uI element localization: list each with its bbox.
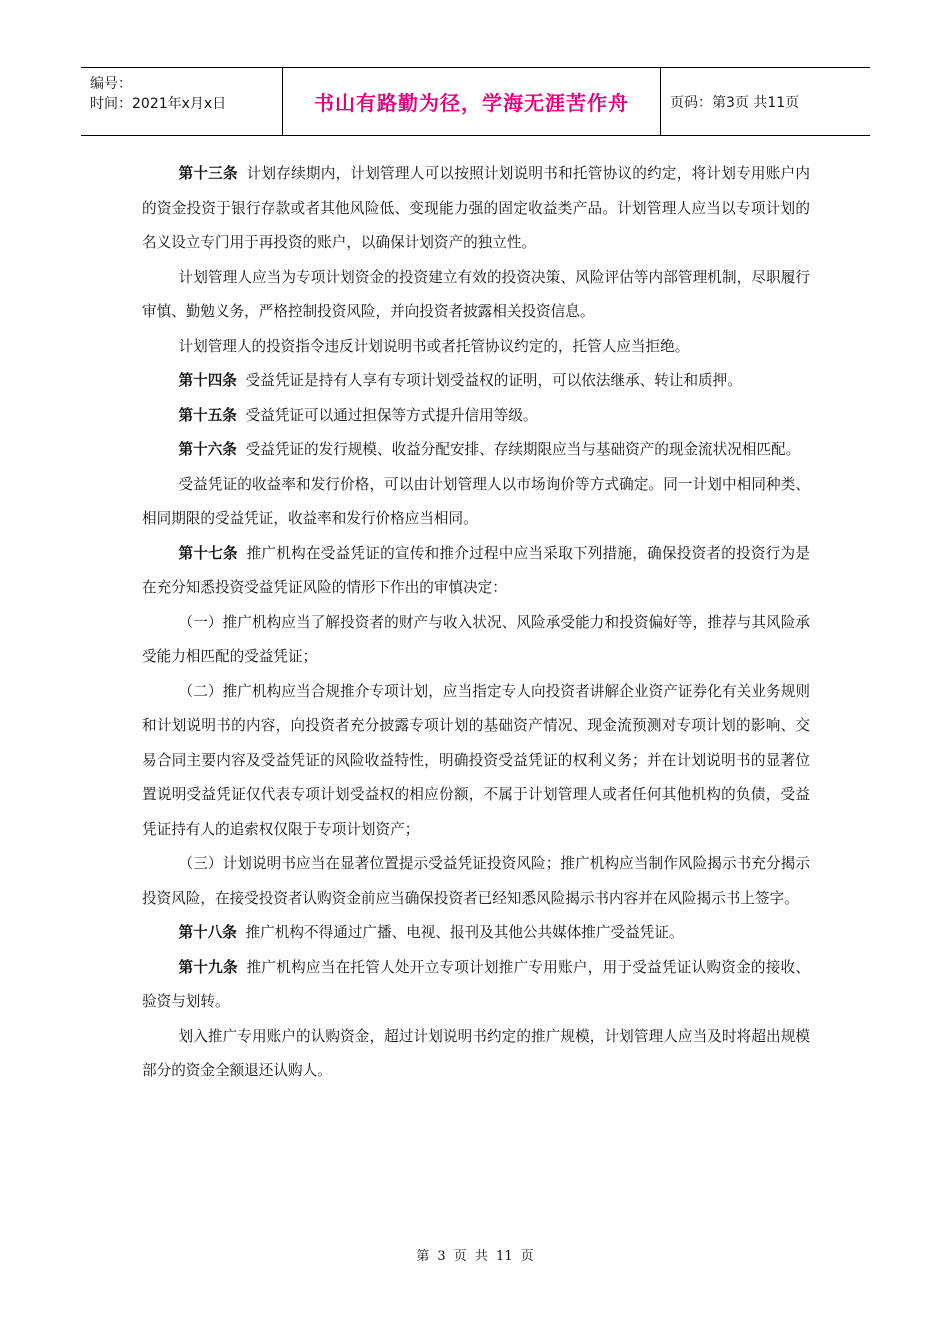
paragraph-text: 受益凭证的发行规模、收益分配安排、存续期限应当与基础资产的现金流状况相匹配。: [245, 441, 801, 458]
article-number: 第十九条: [178, 958, 238, 976]
article-number: 第十八条: [178, 924, 237, 941]
paragraph-text: （三）计划说明书应当在显著位置提示受益凭证投资风险；推广机构应当制作风险揭示书充分揭示投资风险，在接受投资者认购资金前应当确保投资者已经知悉风险揭示书内容并在风险揭示书上签字。: [142, 855, 810, 907]
document-header: [81, 67, 870, 136]
paragraph-text: 推广机构在受益凭证的宣传和推介过程中应当采取下列措施，确保投资者的投资行为是在充分知悉投资受益凭证风险的情形下作出的审慎决定：: [142, 544, 810, 596]
paragraph-text: 受益凭证的收益率和发行价格，可以由计划管理人以市场询价等方式确定。同一计划中相同种类、相同期限的受益凭证，收益率和发行价格应当相同。: [142, 475, 810, 527]
paragraph: [142, 468, 810, 537]
paragraph: [142, 364, 810, 399]
paragraph-text: 推广机构应当在托管人处开立专项计划推广专用账户，用于受益凭证认购资金的接收、验资与划转。: [142, 958, 810, 1010]
paragraph-text: 计划存续期内，计划管理人可以按照计划说明书和托管协议的约定，将计划专用账户内的资金投资于银行存款或者其他风险低、变现能力强的固定收益类产品。计划管理人应当以专项计划的名义设立专门用于再投资的账户，以确保计划资产的独立性。: [142, 165, 810, 251]
paragraph: [142, 606, 810, 675]
paragraph: [142, 916, 810, 951]
time-label: 时间：2021年x月x日: [90, 96, 227, 112]
paragraph: [142, 330, 810, 365]
article-number: 第十五条: [178, 406, 237, 424]
header-motto-cell: [283, 68, 661, 135]
paragraph-text: 划入推广专用账户的认购资金，超过计划说明书约定的推广规模，计划管理人应当及时将超出规模部分的资金全额退还认购人。: [142, 1027, 810, 1079]
paragraph: [142, 537, 810, 606]
header-page-label: 页码：第3页 共11页: [670, 94, 800, 111]
paragraph: [142, 1020, 810, 1089]
paragraph: [142, 399, 810, 434]
paragraph: [142, 675, 810, 848]
paragraph: [142, 433, 810, 468]
header-meta: [81, 68, 283, 135]
article-number: 第十四条: [178, 372, 237, 389]
header-page-cell: [661, 68, 870, 135]
paragraph-text: 计划管理人的投资指令违反计划说明书或者托管协议约定的，托管人应当拒绝。: [178, 337, 690, 355]
footer-page-number: 第 3 页 共 11 页: [416, 1249, 534, 1264]
article-number: 第十六条: [178, 441, 237, 458]
paragraph: [142, 847, 810, 916]
paragraph: [142, 157, 810, 261]
paragraph-text: 受益凭证可以通过担保等方式提升信用等级。: [245, 406, 538, 424]
document-body: [142, 157, 810, 1089]
paragraph-text: （二）推广机构应当合规推介专项计划，应当指定专人向投资者讲解企业资产证券化有关业务规则和计划说明书的内容，向投资者充分披露专项计划的基础资产情况、现金流预测对专项计划的影响、交易合同主要内容及受益凭证的风险收益特性，明确投资受益凭证的权利义务；并在计划说明书的显著位置说明受益凭证仅代表专项计划受益权的相应份额，不属于计划管理人或者任何其他机构的负债，受益凭证持有人的追索权仅限于专项计划资产；: [142, 682, 810, 838]
header-motto: 书山有路勤为径，学海无涯苦作舟: [314, 91, 629, 115]
article-number: 第十三条: [178, 165, 238, 182]
paragraph: [142, 951, 810, 1020]
number-label: 编号：: [90, 76, 132, 92]
article-number: 第十七条: [178, 544, 238, 562]
paragraph: [142, 261, 810, 330]
paragraph-text: 受益凭证是持有人享有专项计划受益权的证明，可以依法继承、转让和质押。: [245, 372, 742, 389]
paragraph-text: 计划管理人应当为专项计划资金的投资建立有效的投资决策、风险评估等内部管理机制，尽职履行审慎、勤勉义务，严格控制投资风险，并向投资者披露相关投资信息。: [142, 268, 810, 320]
page-footer: [0, 1245, 950, 1264]
paragraph-text: 推广机构不得通过广播、电视、报刊及其他公共媒体推广受益凭证。: [245, 924, 684, 941]
paragraph-text: （一）推广机构应当了解投资者的财产与收入状况、风险承受能力和投资偏好等，推荐与其风险承受能力相匹配的受益凭证；: [142, 613, 810, 665]
